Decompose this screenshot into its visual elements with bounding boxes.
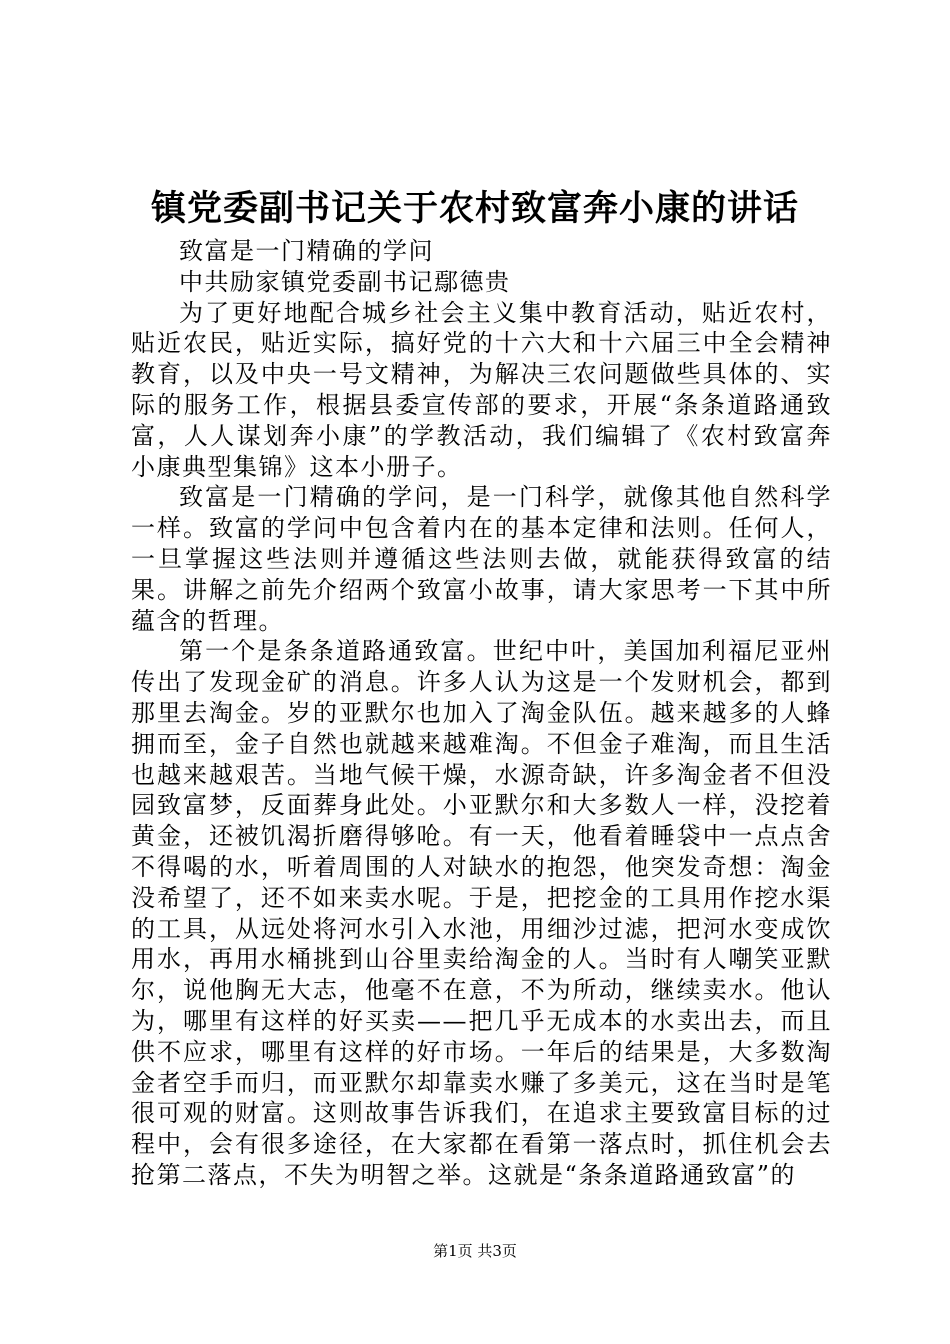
- page-total: 共3页: [477, 1242, 517, 1260]
- document-subtitle: 致富是一门精确的学问: [179, 237, 434, 265]
- paragraph-science: 致富是一门精确的学问，是一门科学，就像其他自然科学一样。致富的学问中包含着内在的基本定律和法则。任何人，一旦掌握这些法则并遵循这些法则去做，就能获得致富的结果。讲解之前先介绍两个致富小故事，请大家思考一下其中所蕴含的哲理。: [131, 483, 832, 635]
- author-line: 中共励家镇党委副书记鄢德贵: [179, 267, 511, 296]
- paragraph-story: 第一个是条条道路通致富。世纪中叶，美国加利福尼亚州传出了发现金矿的消息。许多人认为这是一个发财机会，都到那里去淘金。岁的亚默尔也加入了淘金队伍。越来越多的人蜂拥而至，金子自然也就越来越难淘。不但金子难淘，而且生活也越来越艰苦。当地气候干燥，水源奇缺，许多淘金者不但没园致富梦，反面葬身此处。小亚默尔和大多数人一样，没挖着黄金，还被饥渴折磨得够呛。有一天，他看着睡袋中一点点舍不得喝的水，听着周围的人对缺水的抱怨，他突发奇想：淘金没希望了，还不如来卖水呢。于是，把挖金的工具用作挖水渠的工具，从远处将河水引入水池，用细沙过滤，把河水变成饮用水，再用水桶挑到山谷里卖给淘金的人。当时有人嘲笑亚默尔，说他胸无大志，他毫不在意，不为所动，继续卖水。他认为，哪里有这样的好买卖——把几乎无成本的水卖出去，而且供不应求，哪里有这样的好市场。一年后的结果是，大多数淘金者空手而归，而亚默尔却靠卖水赚了多美元，这在当时是笔很可观的财富。这则故事告诉我们，在追求主要致富目标的过程中，会有很多途径，在大家都在看第一落点时，抓住机会去抢第二落点，不失为明智之举。这就是“条条道路通致富”的: [131, 637, 832, 1189]
- document-body: [131, 236, 832, 1191]
- document-title: 镇党委副书记关于农村致富奔小康的讲话: [150, 188, 799, 229]
- paragraph-intro: 为了更好地配合城乡社会主义集中教育活动，贴近农村，贴近农民，贴近实际，搞好党的十六大和十六届三中全会精神教育，以及中央一号文精神，为解决三农问题做些具体的、实际的服务工作，根据县委宣传部的要求，开展“条条道路通致富，人人谋划奔小康”的学教活动，我们编辑了《农村致富奔小康典型集锦》这本小册子。: [131, 298, 832, 481]
- page-number: 第1页: [433, 1242, 473, 1260]
- page-footer: [0, 1241, 950, 1261]
